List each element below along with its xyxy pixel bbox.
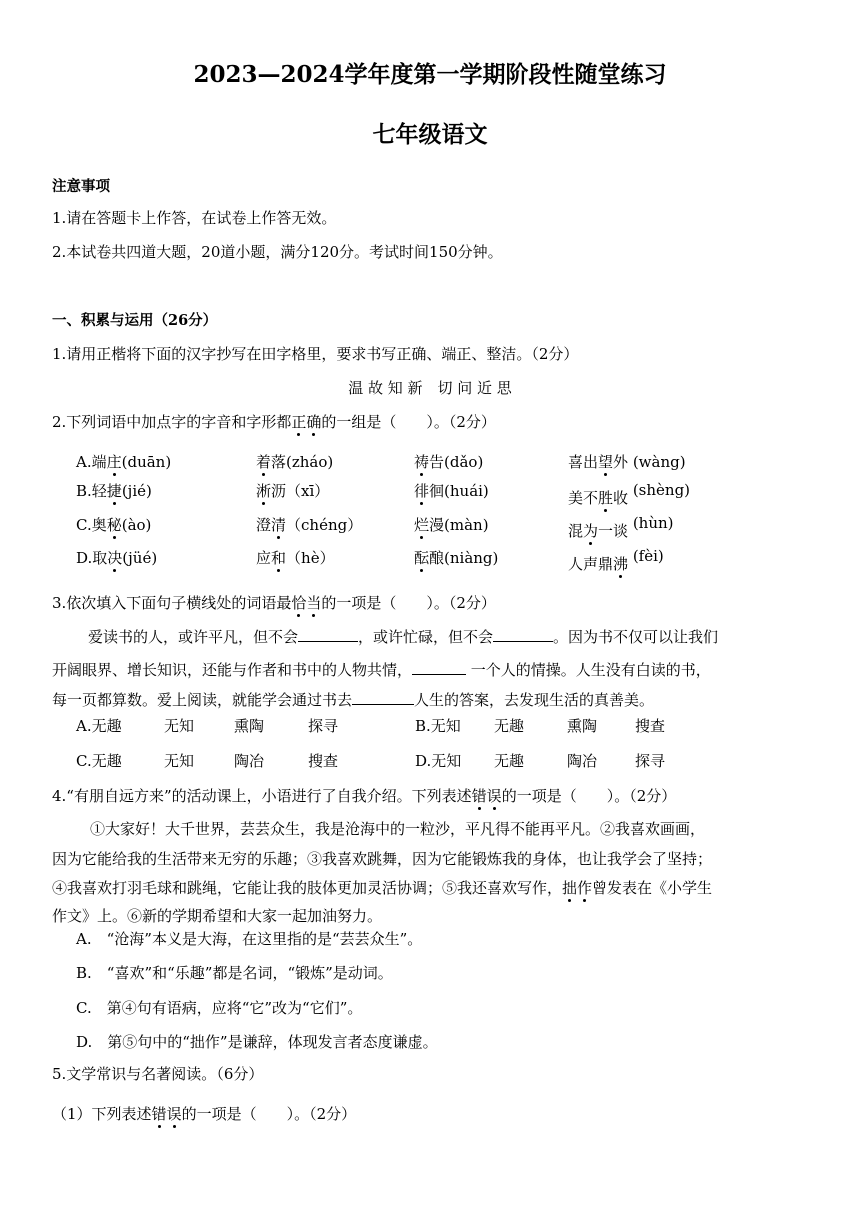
option-c: C.无趣 无知 陶冶 搜查 bbox=[76, 752, 339, 770]
exam-title: 2023—2024学年度第一学期阶段性随堂练习 bbox=[193, 61, 667, 88]
question-4-passage-line-2: 因为它能给我的生活带来无穷的乐趣；③我喜欢跳舞，因为它能锻炼我的身体，也让我学会了坚持； bbox=[52, 850, 713, 868]
option-a-word-2: 着落(zháo) bbox=[256, 453, 334, 471]
question-5-sub-1: （1）下列表述错误的一项是（ ）。（2分） bbox=[52, 1105, 357, 1123]
question-3-passage-line-1: 爱读书的人，或许平凡，但不会 ，或许忙碌，但不会 。因为书不仅可以让我们 bbox=[88, 628, 719, 646]
notice-heading: 注意事项 bbox=[52, 178, 110, 195]
option-a: A.无趣 无知 熏陶 探寻 bbox=[76, 717, 339, 735]
option-b-word-3: 徘徊(huái) bbox=[414, 482, 489, 500]
question-1-text: 温 故 知 新 切 问 近 思 bbox=[348, 379, 512, 397]
notice-item-2: 2.本试卷共四道大题，20道小题，满分120分。考试时间150分钟。 bbox=[52, 243, 503, 261]
question-4-option-a: A. “沧海”本义是大海，在这里指的是“芸芸众生”。 bbox=[76, 930, 423, 948]
option-c-word-1: C.奥秘(ào) bbox=[76, 516, 152, 534]
question-5-stem: 5.文学常识与名著阅读。（6分） bbox=[52, 1065, 264, 1083]
question-4-stem: 4.“有朋自远方来”的活动课上，小语进行了自我介绍。下列表述错误的一项是（ ）。（2分） bbox=[52, 787, 677, 805]
option-c-word-3: 烂漫(màn) bbox=[414, 516, 489, 534]
option-b: B.无知 无趣 熏陶 搜查 bbox=[415, 717, 666, 735]
exam-subtitle: 七年级语文 bbox=[372, 121, 488, 148]
question-2-stem: 2.下列词语中加点字的字音和字形都正确的一组是（ ）。（2分） bbox=[52, 413, 496, 431]
option-d-word-1: D.取决(jüé) bbox=[76, 549, 158, 567]
question-4-option-b: B. “喜欢”和“乐趣”都是名词，“锻炼”是动词。 bbox=[76, 964, 393, 982]
question-4-passage-line-1: ①大家好！大千世界，芸芸众生，我是沧海中的一粒沙，平凡得不能再平凡。②我喜欢画画， bbox=[90, 820, 706, 838]
question-3-stem: 3.依次填入下面句子横线处的词语最恰当的一项是（ ）。（2分） bbox=[52, 594, 496, 612]
question-4-option-d: D. 第⑤句中的“拙作”是谦辞，体现发言者态度谦虚。 bbox=[76, 1033, 438, 1051]
question-3-passage-line-2: 开阔眼界、增长知识，还能与作者和书中的人物共情， 一个人的情操。人生没有白读的书， bbox=[52, 661, 711, 679]
notice-item-1: 1.请在答题卡上作答，在试卷上作答无效。 bbox=[52, 209, 337, 227]
question-4-passage-line-4: 作文》上。⑥新的学期希望和大家一起加油努力。 bbox=[52, 907, 383, 925]
question-4-option-c: C. 第④句有语病，应将“它”改为“它们”。 bbox=[76, 999, 363, 1017]
option-b-word-4: 美不胜收 (shèng) bbox=[568, 481, 691, 507]
option-b-word-2: 淅沥（xī） bbox=[256, 482, 330, 500]
option-d-word-3: 酝酿(niàng) bbox=[414, 549, 499, 567]
option-d-word-4: 人声鼎沸 (fèi) bbox=[568, 547, 664, 573]
question-3-passage-line-3: 每一页都算数。爱上阅读，就能学会通过书去 人生的答案，去发现生活的真善美。 bbox=[52, 691, 655, 709]
option-c-word-2: 澄清（chéng） bbox=[256, 516, 363, 534]
option-c-word-4: 混为一谈 (hùn) bbox=[568, 514, 674, 540]
section-heading: 一、积累与运用（26分） bbox=[52, 312, 218, 329]
option-a-word-3: 祷告(dǎo) bbox=[414, 453, 484, 471]
question-4-passage-line-3: ④我喜欢打羽毛球和跳绳，它能让我的肢体更加灵活协调；⑤我还喜欢写作，拙作曾发表在《小学生 bbox=[52, 879, 713, 897]
option-a-word-1: A.端庄(duān) bbox=[76, 453, 172, 471]
question-1-stem: 1.请用正楷将下面的汉字抄写在田字格里，要求书写正确、端正、整洁。（2分） bbox=[52, 345, 579, 363]
option-d: D.无知 无趣 陶冶 探寻 bbox=[415, 752, 666, 770]
option-d-word-2: 应和（hè） bbox=[256, 549, 335, 567]
option-b-word-1: B.轻捷(jié) bbox=[76, 482, 152, 500]
option-a-word-4: 喜出望外 (wàng) bbox=[568, 453, 686, 471]
